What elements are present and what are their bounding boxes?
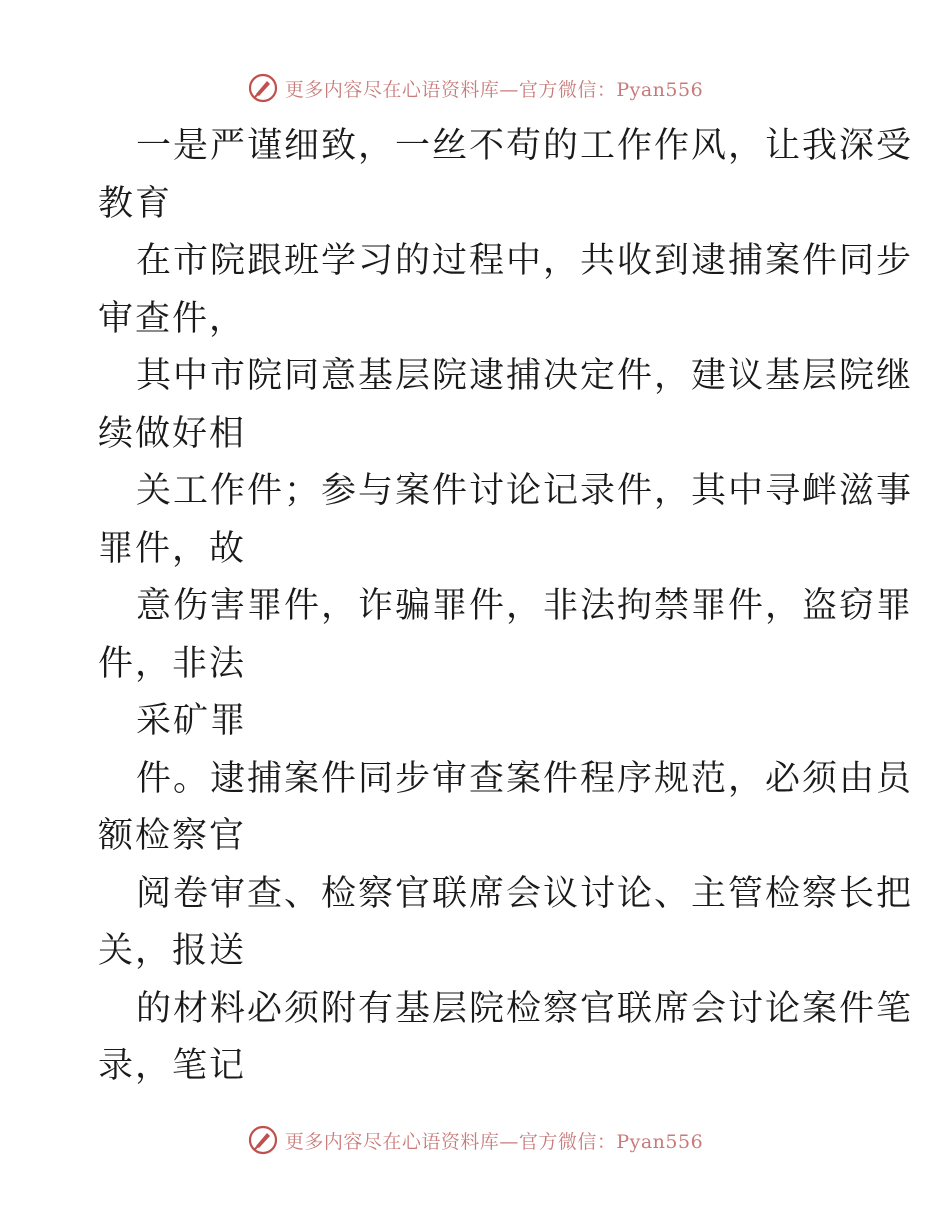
text-line: 关，报送 — [98, 931, 247, 971]
text-line: 录，笔记 — [98, 1046, 247, 1086]
text-line: 罪件，故 — [98, 528, 247, 569]
text-line: 审查件， — [98, 298, 247, 339]
text-line: 教育 — [98, 183, 173, 224]
document-body — [98, 118, 914, 1096]
text-line: 额检察官 — [98, 816, 247, 856]
text-line: 意伤害罪件，诈骗罪件，非法拘禁罪件，盗窃罪 — [136, 586, 914, 626]
text-line: 件，非法 — [98, 643, 247, 684]
quill-seal-icon — [247, 1124, 279, 1156]
quill-seal-icon — [247, 72, 279, 104]
text-line: 采矿罪 — [136, 701, 248, 741]
text-line: 在市院跟班学习的过程中，共收到逮捕案件同步 — [136, 241, 914, 281]
footer-watermark — [0, 1124, 950, 1156]
text-line: 的材料必须附有基层院检察官联席会讨论案件笔 — [136, 988, 914, 1029]
header-watermark — [0, 72, 950, 104]
text-line: 一是严谨细致，一丝不苟的工作作风，让我深受 — [136, 126, 914, 166]
text-line: 件。逮捕案件同步审查案件程序规范，必须由员 — [136, 758, 914, 799]
text-line: 续做好相 — [98, 413, 247, 454]
text-line: 阅卷审查、检察官联席会议讨论、主管检察长把 — [136, 873, 914, 914]
watermark-text: 更多内容尽在心语资料库—官方微信：Pyan556 — [284, 1130, 704, 1153]
text-line: 关工作件；参与案件讨论记录件，其中寻衅滋事 — [136, 471, 914, 511]
text-line: 其中市院同意基层院逮捕决定件，建议基层院继 — [136, 356, 914, 396]
watermark-text: 更多内容尽在心语资料库—官方微信：Pyan556 — [284, 78, 704, 101]
